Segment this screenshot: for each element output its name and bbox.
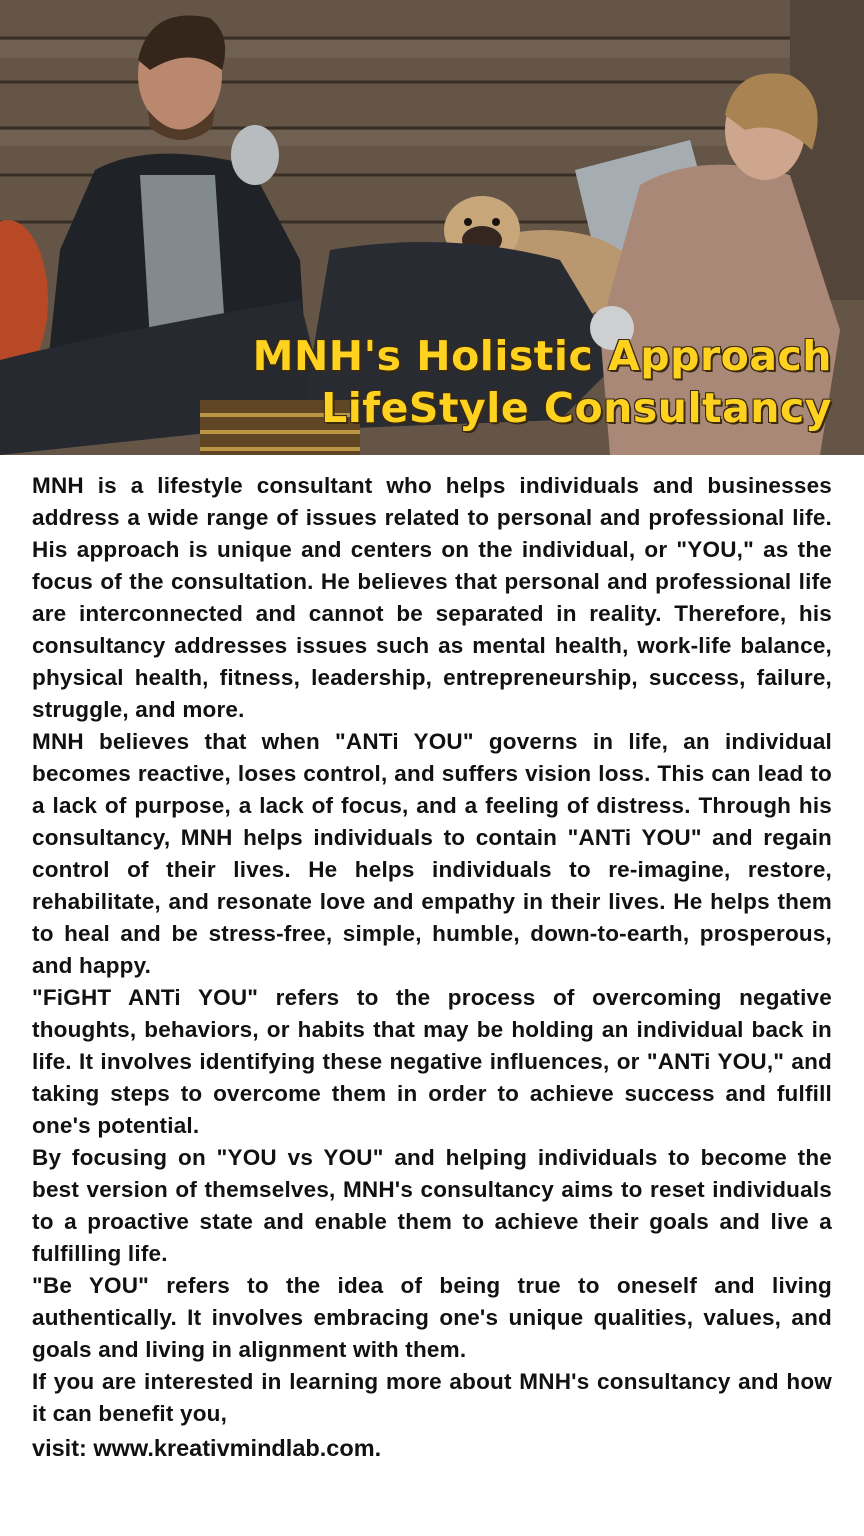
article-body xyxy=(0,455,864,1466)
hero-banner xyxy=(0,0,864,455)
paragraph-fight-anti-you: "FiGHT ANTi YOU" refers to the process of overcoming negative thoughts, behaviors, or habits that may be holding an individual back in life. It involves identifying these negative influences, or "ANTi YOU," and taking steps to overcome them in order to achieve success and fulfill one's potential. xyxy=(32,985,832,1138)
paragraph-you-vs-you: By focusing on "YOU vs YOU" and helping individuals to become the best version of themselves, MNH's consultancy aims to reset individuals to a proactive state and enable them to achieve their goals and live a fulfilling life. xyxy=(32,1145,832,1266)
paragraph-anti-you: MNH believes that when "ANTi YOU" governs in life, an individual becomes reactive, loses control, and suffers vision loss. This can lead to a lack of purpose, a lack of focus, and a feeling of distress. Through his consultancy, MNH helps individuals to contain "ANTi YOU" and regain control of their lives. He helps individuals to re-imagine, restore, rehabilitate, and resonate love and empathy in their lives. He helps them to heal and be stress-free, simple, humble, down-to-earth, prosperous, and happy. xyxy=(32,729,832,978)
paragraph-call-to-action: If you are interested in learning more about MNH's consultancy and how it can benefit you, xyxy=(32,1369,832,1426)
hero-title-line-2: LifeStyle Consultancy xyxy=(321,384,832,432)
visit-website-link[interactable]: visit: www.kreativmindlab.com. xyxy=(32,1435,382,1461)
hero-title xyxy=(253,330,832,434)
paragraph-be-you: "Be YOU" refers to the idea of being true to oneself and living authentically. It involves embracing one's unique qualities, values, and goals and living in alignment with them. xyxy=(32,1273,832,1362)
hero-title-line-1: MNH's Holistic Approach xyxy=(252,332,832,380)
paragraph-intro: MNH is a lifestyle consultant who helps individuals and businesses address a wide range of issues related to personal and professional life. His approach is unique and centers on the individual, or "YOU," as the focus of the consultation. He believes that personal and professional life are interconnected and cannot be separated in reality. Therefore, his consultancy addresses issues such as mental health, work-life balance, physical health, fitness, leadership, entrepreneurship, success, failure, struggle, and more. xyxy=(32,473,832,722)
